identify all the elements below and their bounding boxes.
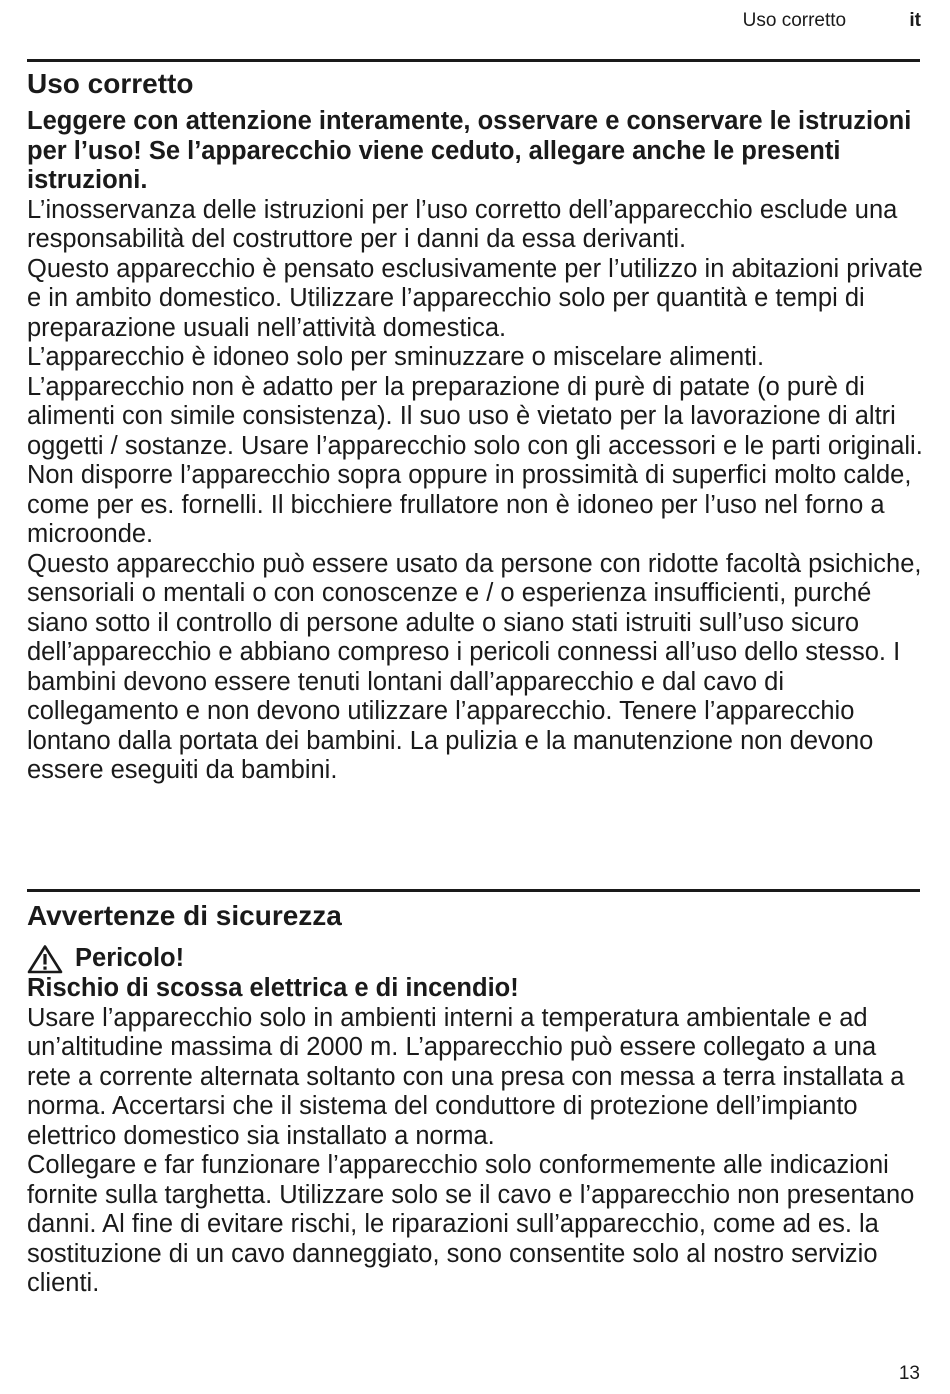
- page-number: 13: [898, 1363, 920, 1384]
- warning-triangle-icon: [27, 944, 63, 974]
- paragraph-household-use: Questo apparecchio è pensato esclusivamente per l’utilizzo in abitazioni private e in ambito domestico. Utilizzare l’apparecchio solo per quantità e tempi di preparazione usuali nell’attività domestica.: [27, 254, 923, 342]
- paragraph-suitability: L’apparecchio è idoneo solo per sminuzzare o miscelare alimenti. L’apparecchio non è adatto per la preparazione di purè di patate (o purè di alimenti con simile consistenza). Il suo uso è vietato per la lavorazione di altri oggetti / sostanze. Usare l’apparecchio solo con gli accessori e le parti originali. Non disporre l’apparecchio sopra oppure in prossimità di superfici molto calde, come per es. fornelli. Il bicchiere frullatore non è idoneo per l’uso nel forno a microonde.: [27, 343, 923, 548]
- paragraph-rating-plate-repairs: Collegare e far funzionare l’apparecchio solo conformemente alle indicazioni fornite sulla targhetta. Utilizzare solo se il cavo e l’apparecchio non presentano danni. Al fine di evitare rischi, le riparazioni sull’apparecchio, come ad es. la sostituzione di un cavo danneggiato, sono consentite solo al nostro servizio clienti.: [27, 1151, 915, 1297]
- section-safety-warnings: [27, 900, 927, 1299]
- header-section-title: Uso corretto: [742, 10, 847, 31]
- header-language-code: it: [909, 10, 921, 31]
- section-title-intended-use: Uso corretto: [27, 68, 194, 99]
- risk-heading: Rischio di scossa elettrica e di incendio!: [27, 974, 519, 1002]
- section-title-safety: Avvertenze di sicurezza: [27, 900, 342, 931]
- paragraph-liability: L’inosservanza delle istruzioni per l’uso corretto dell’apparecchio esclude una responsabilità del costruttore per i danni da essa derivanti.: [27, 195, 898, 253]
- paragraph-persons-children: Questo apparecchio può essere usato da persone con ridotte facoltà psichiche, sensoriali o mentali o con conoscenze e / o esperienza insufficienti, purché siano sotto il controllo di persone adulte o siano stati istruiti sull’uso sicuro dell’apparecchio e abbiano compreso i pericoli connessi all’uso dello stesso. I bambini devono essere tenuti lontani dall’apparecchio e dal cavo di collegamento e non devono utilizzare l’apparecchio. Tenere l’apparecchio lontano dalla portata dei bambini. La pulizia e la manutenzione non devono essere eseguiti da bambini.: [27, 549, 922, 784]
- section-divider: [27, 889, 920, 892]
- running-header: [743, 10, 921, 32]
- danger-label: Pericolo!: [75, 944, 185, 973]
- section-intended-use: [27, 68, 927, 786]
- paragraph-electrical-connection: Usare l’apparecchio solo in ambienti interni a temperatura ambientale e ad un’altitudine massima di 2000 m. L’apparecchio può essere collegato a una rete a corrente alternata soltanto con una presa con messa a terra installata a norma. Accertarsi che il sistema del conduttore di protezione dell’impianto elettrico domestico sia installato a norma.: [27, 1003, 905, 1150]
- intro-bold-paragraph: Leggere con attenzione interamente, osservare e conservare le istruzioni per l’uso! Se l’apparecchio viene ceduto, allegare anche le presenti istruzioni.: [27, 107, 912, 194]
- top-divider: [27, 59, 920, 62]
- danger-label-row: [27, 944, 927, 974]
